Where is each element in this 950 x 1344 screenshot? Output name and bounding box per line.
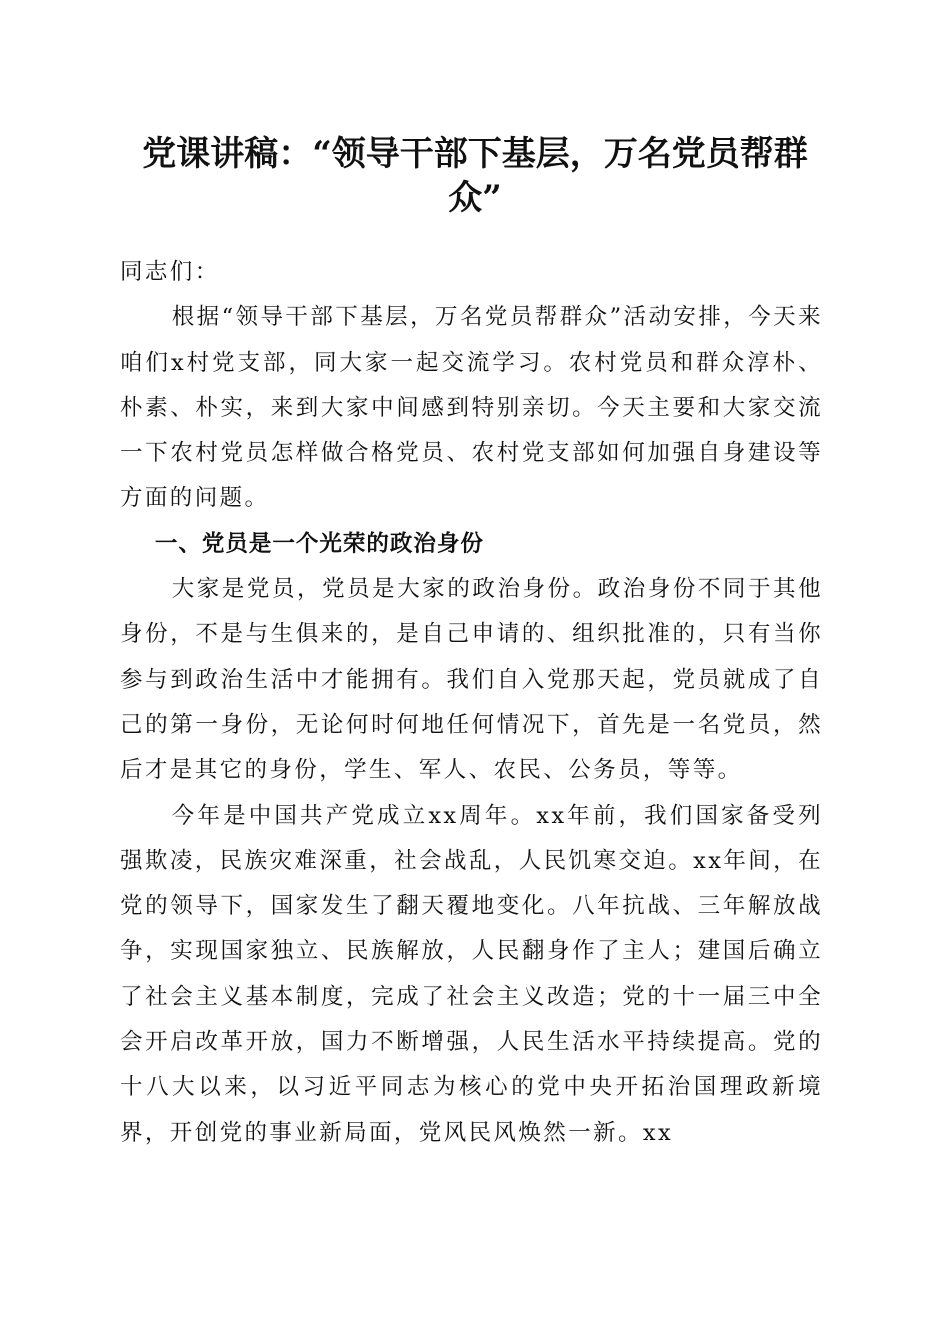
section-heading: 一、党员是一个光荣的政治身份 (154, 530, 484, 557)
document-body (120, 250, 823, 1156)
salutation: 同志们： (120, 259, 220, 285)
document-title: 党课讲稿：“领导干部下基层，万名党员帮群众” (142, 134, 808, 218)
section-paragraph-2: 今年是中国共产党成立xx周年。xx年前，我们国家备受列强欺凌，民族灾难深重，社会战乱，人民饥寒交迫。xx年间，在党的领导下，国家发生了翻天覆地变化。八年抗战、三年解放战争，实现国家独立、民族解放，人民翻身作了主人；建国后确立了社会主义基本制度，完成了社会主义改造；党的十一届三中全会开启改革开放，国力不断增强，人民生活水平持续提高。党的十八大以来，以习近平同志为核心的党中央开拓治国理政新境界，开创党的事业新局面，党风民风焕然一新。xx (120, 802, 823, 1146)
intro-paragraph: 根据“领导干部下基层，万名党员帮群众”活动安排，今天来咱们x村党支部，同大家一起交流学习。农村党员和群众淳朴、朴素、朴实，来到大家中间感到特别亲切。今天主要和大家交流一下农村党员怎样做合格党员、农村党支部如何加强自身建设等方面的问题。 (120, 304, 823, 512)
section-paragraph-1: 大家是党员，党员是大家的政治身份。政治身份不同于其他身份，不是与生俱来的，是自己申请的、组织批准的，只有当你参与到政治生活中才能拥有。我们自入党那天起，党员就成了自己的第一身份，无论何时何地任何情况下，首先是一名党员，然后才是其它的身份，学生、军人、农民、公务员，等等。 (120, 576, 823, 784)
